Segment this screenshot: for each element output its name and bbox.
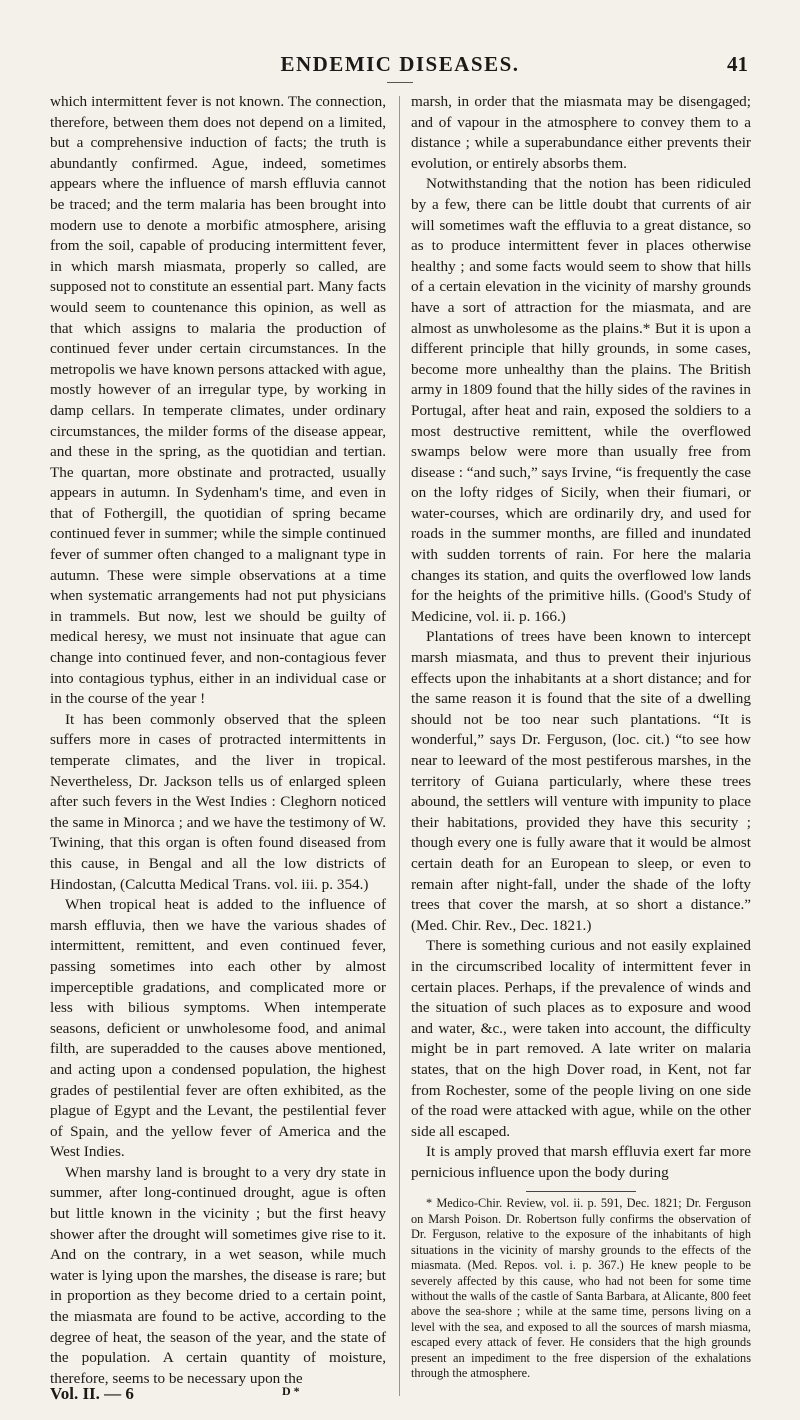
right-column bbox=[411, 92, 751, 1381]
page-number: 41 bbox=[727, 52, 748, 76]
header-ornament bbox=[387, 82, 413, 83]
running-head: ENDEMIC DISEASES. bbox=[280, 52, 520, 76]
signature-mark: D * bbox=[282, 1384, 300, 1398]
paragraph: Notwithstanding that the notion has been ridiculed by a few, there can be little doubt that currents of air will sometimes waft the effluvia to a great distance, so as to produce intermittent fever in places otherwise healthy ; and some facts would seem to show that hills of a certain elevation in the vicinity of marshy grounds have a sort of attraction for the miasmata, and are almost as unwholesome as the plains.* But it is upon a different principle that hilly grounds, in some cases, become more unhealthy than the plains. The British army in 1809 found that the hilly sides of the ravines in Portugal, after heat and rain, exposed the soldiers to a most destructive remittent, while the overflowed swamps below were more than usually free from disease : “and such,” says Irvine, “is frequently the case on the lofty ridges of Sicily, when their fiumari, or water-courses, which are ordinarily dry, and used for roads in the summer months, are filled and inundated with sudden torrents of rain. For here the malaria changes its station, and quits the overflowed low lands for the heights of the primitive hills. (Good's Study of Medicine, vol. ii. p. 166.) bbox=[411, 175, 751, 625]
paragraph: which intermittent fever is not known. The connection, therefore, between them does not depend on a limited, but a comprehensive induction of facts; the truth is abundantly confirmed. Ague, indeed, sometimes appears where the influence of marsh effluvia cannot be traced; and the term malaria has been brought into modern use to denote a morbific atmosphere, arising from the soil, capable of producing intermittent fever, in which marsh miasmata, properly so called, are supposed not to constitute an essential part. Many facts would seem to countenance this opinion, as well as that which assigns to malaria the production of continued fever under certain circumstances. In the metropolis we have known persons attacked with ague, mostly however of an irregular type, by working in damp cellars. In temperate climates, under ordinary circumstances, the milder forms of the disease appear, and these in the spring, as the quotidian and tertian. The quartan, more obstinate and protracted, usually appears in autumn. In Sydenham's time, and even in that of Fothergill, the quotidian of spring became continued fever in summer; while the simple continued fever of summer often changed to a malignant type in autumn. These were simple observations at a time when systematic arrangements had not put physicians in trammels. But now, lest we should be guilty of medical heresy, we must not insinuate that ague can change into continued fever, and non-contagious fever into contagious typhus, either in an individual case or in the course of the year ! bbox=[50, 93, 386, 708]
paragraph: There is something curious and not easily explained in the circumscribed locality of intermittent fever in certain places. Perhaps, if the prevalence of winds and the situation of such places as to exposure and wood and water, &c., were taken into account, the difficulty might be in part removed. A late writer on malaria states, that on the high Dover road, in Kent, not far from Rochester, some of the people living on one side of the road were attacked with ague, while on the other side all escaped. bbox=[411, 937, 751, 1140]
column-divider bbox=[399, 96, 400, 1396]
footnote: * Medico-Chir. Review, vol. ii. p. 591, Dec. 1821; Dr. Ferguson on Marsh Poison. Dr. Robertson fully confirms the observation of Dr. Ferguson, relative to the exposure of the inhabitants of high situations in the vicinity of marshy grounds to the effects of the miasmata. (Med. Repos. vol. i. p. 367.) He knew people to be severely affected by this cause, who had not been for some time without the walls of the castle of Santa Barbara, at Alicante, 800 feet above the sea-shore ; while at the same time, persons living on a level with the sea, and exposed to all the sources of marsh miasma, escaped every attack of fever. He considers that the high grounds present an impediment to the free dispersion of the exhalations through the atmosphere. bbox=[411, 1196, 751, 1380]
page-footer bbox=[50, 1384, 386, 1408]
left-column bbox=[50, 92, 386, 1389]
paragraph: It is amply proved that marsh effluvia exert far more pernicious influence upon the body during bbox=[411, 1143, 751, 1181]
paragraph: Plantations of trees have been known to intercept marsh miasmata, and thus to prevent their injurious effects upon the inhabitants at a short distance; and for the same reason it is found that the site of a dwelling should not be too near such plantations. “It is wonderful,” says Dr. Ferguson, (loc. cit.) “to see how near to leeward of the most pestiferous marshes, in the territory of Guiana particularly, where these trees abound, the settlers will venture with impunity to place their habitations, provided they have this security ; though every one is fully aware that it would be almost certain death for an European to sleep, or even to remain after night-fall, under the shade of the lofty trees that cover the marsh, at so short a distance.” (Med. Chir. Rev., Dec. 1821.) bbox=[411, 628, 751, 934]
paragraph: It has been commonly observed that the spleen suffers more in cases of protracted intermittents in temperate climates, and the liver in tropical. Nevertheless, Dr. Jackson tells us of enlarged spleen after such fevers in the West Indies : Cleghorn noticed the same in Minorca ; and we have the testimony of W. Twining, that this organ is often found diseased from this cause, in Bengal and all the low districts of Hindostan, (Calcutta Medical Trans. vol. iii. p. 354.) bbox=[50, 710, 386, 893]
paragraph: When tropical heat is added to the influence of marsh effluvia, then we have the various shades of intermittent, remittent, and even continued fever, passing sometimes into each other by almost imperceptible gradations, and complicated more or less with bilious symptoms. When intemperate seasons, deficient or unwholesome food, and animal filth, are superadded to the causes above mentioned, and acting upon a condensed population, the highest grades of pestilential fever are often exhibited, as the plague of Egypt and the Levant, the pestilential fever of Spain, and the yellow fever of America and the West Indies. bbox=[50, 896, 386, 1161]
volume-mark: Vol. II. — 6 bbox=[50, 1384, 134, 1403]
paragraph: marsh, in order that the miasmata may be disengaged; and of vapour in the atmosphere to convey them to a distance ; while a superabundance either prevents their evolution, or entirely absorbs them. bbox=[411, 93, 751, 172]
paragraph: When marshy land is brought to a very dry state in summer, after long-continued drought, ague is often but little known in the vicinity ; but the first heavy shower after the drought will sometimes give rise to it. And on the contrary, in a wet season, while much water is lying upon the marshes, the disease is rare; but in proportion as they become dried to a certain point, the miasmata are found to be active, according to the degree of heat, the season of the year, and the state of the population. A certain quantity of moisture, therefore, seems to be necessary upon the bbox=[50, 1163, 386, 1387]
footnote-rule bbox=[526, 1191, 636, 1192]
page-header bbox=[52, 52, 748, 84]
